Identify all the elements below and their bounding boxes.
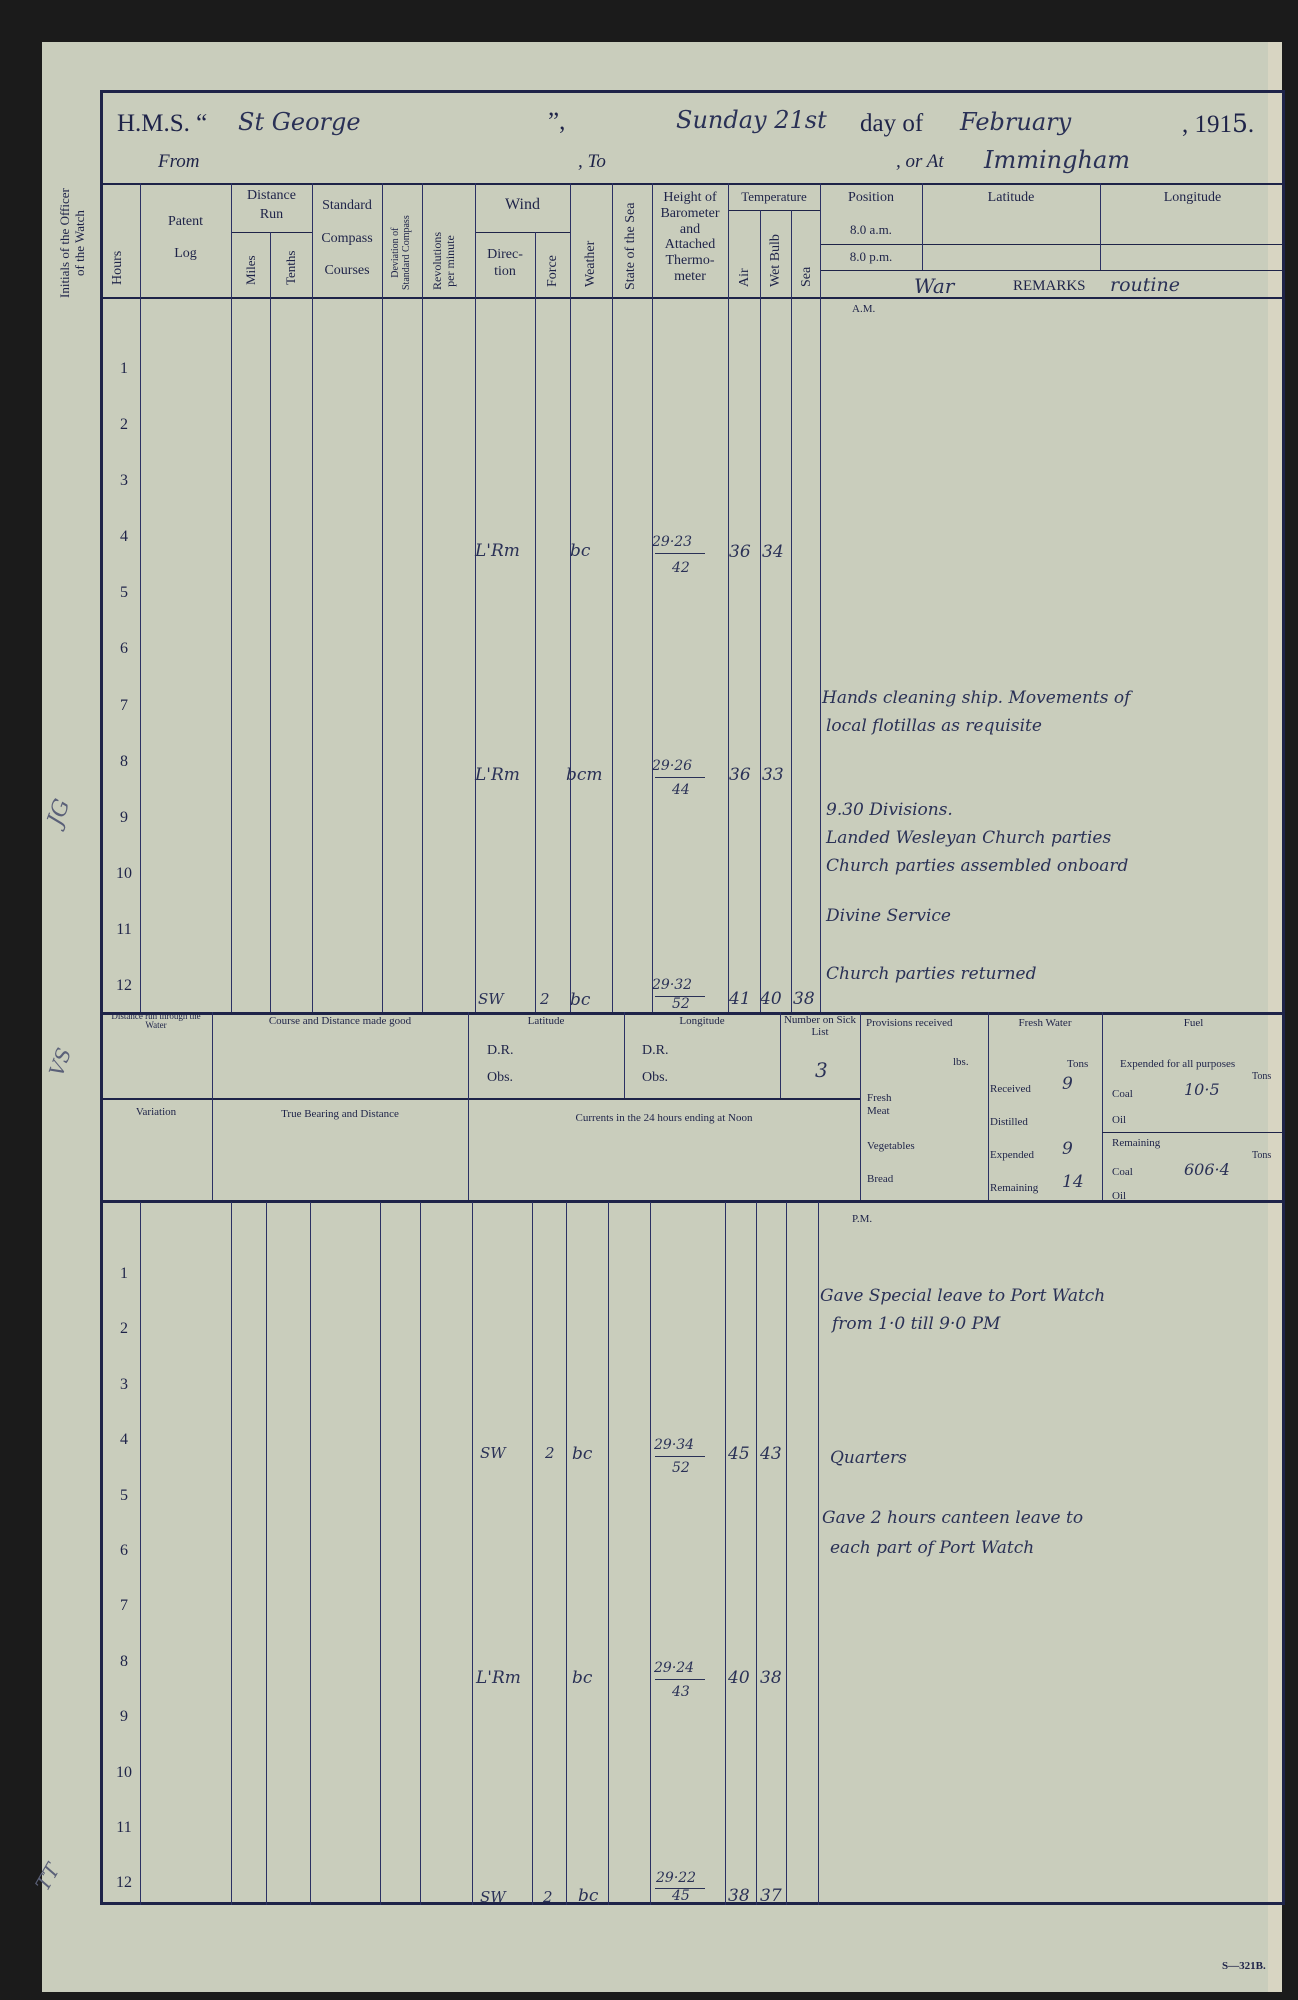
midday-true-bearing: True Bearing and Distance — [281, 1108, 399, 1120]
col-latitude: Latitude — [987, 190, 1035, 205]
midday-sick-list: Number on Sick List — [783, 1014, 857, 1038]
pm-obs2-direction: L'Rm — [476, 1668, 521, 1688]
pm-hour-6: 6 — [120, 1542, 128, 1559]
midday-water-distilled: Distilled — [990, 1116, 1028, 1128]
ship-prefix: H.M.S. “ — [117, 110, 208, 137]
col-patent-log-2: Log — [174, 246, 197, 261]
at-place: Immingham — [984, 146, 1131, 174]
midday-course: Course and Distance made good — [268, 1015, 412, 1027]
am-obs3-weather: bc — [570, 990, 591, 1010]
rule-midday-mid — [100, 1098, 861, 1100]
col-hours: Hours — [110, 250, 125, 285]
remarks-routine: routine — [1110, 274, 1180, 296]
col-direction-2: tion — [494, 264, 516, 279]
pm-obs2-wet: 38 — [760, 1668, 782, 1688]
pm-obs1-air: 45 — [728, 1444, 750, 1464]
pm-hour-5: 5 — [120, 1487, 128, 1504]
col-deviation — [391, 215, 412, 290]
col-deviation-1: Deviation of — [390, 227, 401, 278]
side-label-line-1: Initials of the Officer — [57, 188, 72, 298]
am-remark-5: Church parties assembled onboard — [826, 856, 1129, 876]
year — [1182, 110, 1254, 139]
pm-obs3-air: 38 — [728, 1886, 750, 1906]
am-obs2-baro-rule — [655, 777, 705, 778]
am-obs2-air: 36 — [729, 765, 751, 785]
pm-remark-3: Quarters — [830, 1448, 907, 1468]
rule-wind-sub — [475, 232, 570, 233]
rule-position-1 — [820, 244, 1285, 245]
rule-columns-bottom — [100, 297, 1285, 299]
date-month: February — [960, 108, 1072, 136]
am-hour-2: 2 — [120, 416, 128, 433]
midday-sick-count: 3 — [815, 1058, 828, 1082]
col-force: Force — [545, 255, 560, 287]
am-obs3-force: 2 — [540, 990, 550, 1008]
col-distance-1: Distance — [247, 188, 296, 203]
col-state-sea: State of the Sea — [623, 202, 638, 290]
col-direction-1: Direc- — [487, 247, 523, 262]
am-remark-6: Divine Service — [826, 906, 951, 926]
col-standard-3: Courses — [324, 263, 370, 278]
pm-watch-initials: TT — [30, 1859, 65, 1895]
midday-water-received-val: 9 — [1062, 1074, 1073, 1094]
midday-fuel-oil-2: Oil — [1112, 1190, 1127, 1202]
am-hour-9: 9 — [120, 809, 128, 826]
col-barometer-6: meter — [674, 269, 706, 285]
am-obs2-therm: 44 — [672, 782, 690, 798]
midday-water-tons: Tons — [1067, 1058, 1089, 1070]
midday-lat-dr: D.R. — [487, 1043, 514, 1058]
pm-obs2-therm: 43 — [672, 1684, 690, 1700]
col-barometer-3: and — [679, 221, 701, 237]
col-revolutions-1: Revolutions — [430, 231, 444, 290]
pm-hour-9: 9 — [120, 1708, 128, 1725]
midday-fuel-oil: Oil — [1112, 1114, 1127, 1126]
pm-remark-4: Gave 2 hours canteen leave to — [822, 1508, 1084, 1528]
col-barometer-5: Thermo- — [665, 253, 715, 269]
midday-fresh-2: Meat — [867, 1105, 890, 1117]
am-obs2-weather: bcm — [566, 765, 603, 785]
pm-obs3-therm: 45 — [672, 1888, 690, 1904]
am-obs1-baro-rule — [655, 553, 705, 554]
midday-bread: Bread — [867, 1173, 894, 1185]
pm-obs1-baro: 29·34 — [654, 1437, 695, 1453]
col-wind: Wind — [505, 196, 540, 213]
pm-hour-11: 11 — [116, 1819, 132, 1836]
ship-suffix: ”, — [548, 108, 566, 135]
pm-remark-1: Gave Special leave to Port Watch — [820, 1286, 1106, 1306]
rule-header-bottom — [100, 183, 1285, 185]
midday-fuel-coal-2: Coal — [1112, 1166, 1133, 1178]
midday-watch-initials: VS — [43, 1044, 77, 1080]
col-tenths: Tenths — [283, 250, 298, 285]
midday-lbs: lbs. — [953, 1056, 969, 1068]
am-hour-6: 6 — [120, 640, 128, 657]
midday-water-expended-val: 9 — [1062, 1139, 1073, 1159]
midday-distance-run: Distance run through the Water — [111, 1011, 201, 1030]
midday-water-expended: Expended — [990, 1149, 1034, 1161]
col-patent-log-1: Patent — [168, 214, 203, 229]
col-miles: Miles — [243, 255, 258, 285]
year-digit: 5 — [1232, 109, 1248, 138]
remarks-war: War — [914, 274, 955, 298]
midday-lon-dr: D.R. — [642, 1043, 669, 1058]
pm-obs2-baro-rule — [655, 1679, 705, 1680]
midday-provisions: Provisions received — [866, 1017, 953, 1029]
col-standard-1: Standard — [322, 198, 372, 213]
pm-obs1-therm: 52 — [672, 1460, 690, 1476]
midday-fuel-tons: Tons — [1252, 1071, 1272, 1082]
rule-position-2 — [820, 270, 1285, 271]
pm-obs1-wet: 43 — [760, 1444, 782, 1464]
pm-obs1-force: 2 — [545, 1444, 555, 1462]
col-barometer — [652, 190, 728, 285]
midday-fuel-expended: Expended for all purposes — [1120, 1058, 1236, 1070]
form-number: S—321B. — [1222, 1960, 1266, 1972]
col-revolutions-2: per minute — [443, 235, 458, 287]
year-dot: . — [1247, 111, 1255, 138]
am-obs3-wet: 40 — [760, 989, 782, 1009]
midday-water-remaining: Remaining — [990, 1182, 1039, 1194]
pm-obs3-wet: 37 — [760, 1886, 782, 1906]
midday-lat-obs: Obs. — [487, 1070, 514, 1085]
am-hour-4: 4 — [120, 528, 128, 545]
pm-hour-2: 2 — [120, 1320, 128, 1337]
col-weather: Weather — [583, 240, 598, 287]
pm-obs2-baro: 29·24 — [654, 1660, 695, 1676]
pm-hour-10: 10 — [116, 1764, 132, 1781]
am-obs1-weather: bc — [570, 541, 591, 561]
side-label-line-2: of the Watch — [71, 210, 87, 276]
rule-distance-sub — [231, 232, 312, 233]
midday-fresh-water: Fresh Water — [1018, 1017, 1072, 1029]
midday-fuel: Fuel — [1183, 1017, 1204, 1029]
col-position-pm: 8.0 p.m. — [849, 249, 893, 264]
pm-obs3-weather: bc — [578, 1886, 599, 1906]
rule-midday-bottom — [100, 1200, 1285, 1203]
am-hour-8: 8 — [120, 753, 128, 770]
am-obs3-air: 41 — [729, 989, 751, 1009]
to-label: , To — [578, 151, 606, 172]
pm-hour-3: 3 — [120, 1376, 128, 1393]
midday-variation: Variation — [135, 1106, 177, 1118]
col-remarks: REMARKS — [1013, 278, 1086, 294]
am-hour-1: 1 — [120, 360, 128, 377]
am-hour-12: 12 — [116, 977, 132, 994]
from-label: From — [158, 151, 200, 172]
year-prefix: , 191 — [1182, 111, 1232, 138]
am-obs1-air: 36 — [729, 542, 751, 562]
col-temperature: Temperature — [741, 189, 807, 204]
col-barometer-4: Attached — [664, 237, 716, 253]
pm-obs1-weather: bc — [572, 1444, 593, 1464]
day-of-label: day of — [860, 110, 924, 137]
am-obs2-direction: L'Rm — [475, 765, 520, 785]
am-obs1-wet: 34 — [762, 542, 784, 562]
col-standard-2: Compass — [321, 231, 373, 246]
rule-temp-sub — [728, 210, 820, 211]
am-remark-1: Hands cleaning ship. Movements of — [822, 688, 1131, 708]
midday-longitude: Longitude — [679, 1015, 725, 1027]
col-barometer-1: Height of — [663, 190, 717, 205]
pm-hour-7: 7 — [120, 1597, 128, 1614]
pm-hour-12: 12 — [116, 1874, 132, 1891]
am-obs3-baro: 29·32 — [652, 977, 693, 993]
col-revolutions — [431, 232, 457, 290]
pm-obs3-direction: SW — [480, 1888, 506, 1906]
am-remark-2: local flotillas as requisite — [826, 716, 1042, 736]
pm-obs1-baro-rule — [655, 1456, 705, 1457]
col-position-am: 8.0 a.m. — [850, 222, 892, 237]
midday-lon-obs: Obs. — [642, 1070, 669, 1085]
midday-currents: Currents in the 24 hours ending at Noon — [575, 1112, 753, 1124]
midday-latitude: Latitude — [527, 1015, 565, 1027]
midday-fuel-coal-exp: 10·5 — [1184, 1080, 1220, 1099]
am-obs3-therm: 52 — [672, 996, 690, 1012]
col-position: Position — [848, 190, 894, 205]
am-obs1-baro: 29·23 — [652, 534, 693, 550]
am-remark-3: 9.30 Divisions. — [826, 800, 953, 820]
am-watch-initials: JG — [42, 795, 76, 830]
col-wet-bulb: Wet Bulb — [768, 234, 783, 287]
at-label: , or At — [896, 151, 944, 172]
pm-hour-1: 1 — [120, 1265, 128, 1282]
midday-fuel-tons-2: Tons — [1252, 1150, 1272, 1161]
am-label: A.M. — [852, 303, 876, 315]
am-obs1-direction: L'Rm — [475, 541, 520, 561]
am-hour-11: 11 — [116, 921, 132, 938]
midday-fuel-coal-rem: 606·4 — [1184, 1160, 1230, 1179]
ship-name: St George — [238, 108, 361, 136]
am-remark-7: Church parties returned — [826, 964, 1037, 984]
pm-obs2-weather: bc — [572, 1668, 593, 1688]
am-obs2-baro: 29·26 — [652, 758, 693, 774]
am-hour-3: 3 — [120, 472, 128, 489]
pm-remark-5: each part of Port Watch — [830, 1538, 1035, 1558]
col-deviation-2: Standard Compass — [400, 215, 412, 290]
midday-fuel-coal: Coal — [1112, 1088, 1133, 1100]
pm-remark-2: from 1·0 till 9·0 PM — [832, 1314, 1001, 1334]
date-weekday: Sunday 21st — [676, 106, 827, 134]
midday-fresh-1: Fresh — [867, 1092, 892, 1104]
pm-obs1-direction: SW — [480, 1444, 506, 1462]
am-obs3-direction: SW — [478, 990, 504, 1008]
col-longitude: Longitude — [1163, 190, 1222, 205]
am-obs1-therm: 42 — [672, 560, 690, 576]
midday-fuel-remaining: Remaining — [1112, 1137, 1161, 1149]
col-distance-2: Run — [259, 207, 284, 222]
pm-hour-8: 8 — [120, 1653, 128, 1670]
officer-initials-label — [58, 188, 88, 298]
midday-water-received: Received — [990, 1083, 1031, 1095]
pm-obs3-baro: 29·22 — [656, 1870, 697, 1886]
pm-obs2-air: 40 — [728, 1668, 750, 1688]
pm-obs3-force: 2 — [543, 1888, 553, 1906]
col-barometer-2: Barometer — [660, 205, 720, 221]
midday-water-remaining-val: 14 — [1062, 1172, 1084, 1192]
pm-hour-4: 4 — [120, 1431, 128, 1448]
am-remark-4: Landed Wesleyan Church parties — [826, 828, 1112, 848]
am-obs2-wet: 33 — [762, 765, 784, 785]
am-hour-10: 10 — [116, 865, 132, 882]
midday-vegetables: Vegetables — [867, 1140, 915, 1152]
col-air: Air — [737, 268, 752, 287]
col-sea-temp: Sea — [799, 266, 814, 287]
log-sheet-border — [100, 90, 1285, 1905]
am-hour-5: 5 — [120, 584, 128, 601]
am-obs3-sea: 38 — [793, 989, 815, 1009]
pm-label: P.M. — [852, 1213, 873, 1225]
am-hour-7: 7 — [120, 697, 128, 714]
